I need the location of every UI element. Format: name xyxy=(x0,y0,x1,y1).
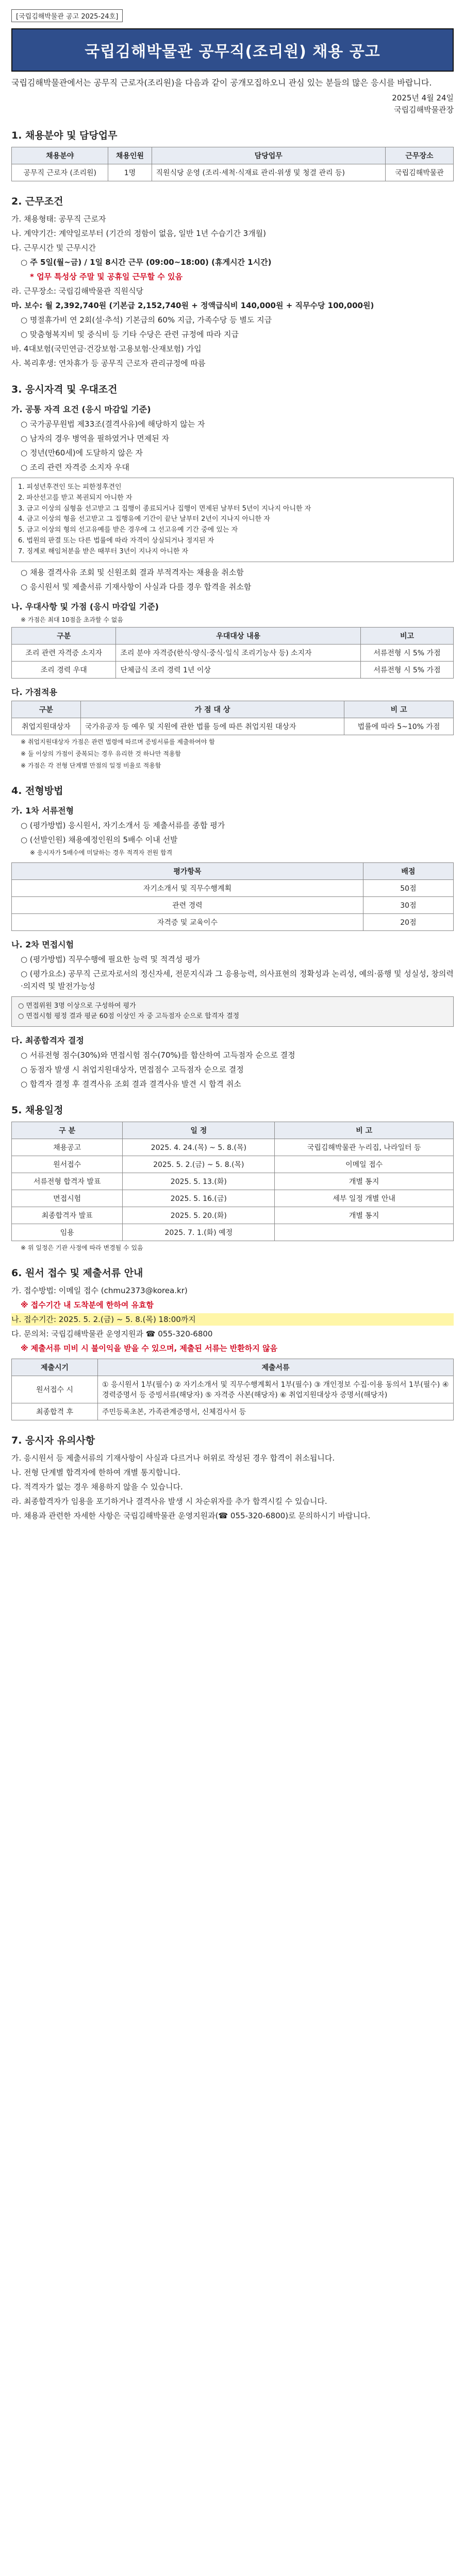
condition-item: ○ 주 5일(월~금) / 1일 8시간 근무 (09:00~18:00) (휴게시간 1시간) xyxy=(21,258,272,267)
caution-item: 가. 응시원서 등 제출서류의 기재사항이 사실과 다르거나 허위로 작성된 경우 합격이 취소됩니다. xyxy=(11,1453,335,1463)
table-cell: 2025. 5. 2.(금) ~ 5. 8.(목) xyxy=(123,1156,275,1173)
interview-box-item: ○ 면접위원 3명 이상으로 구성하여 평가 xyxy=(18,1002,136,1010)
section-1-title: 1. 채용분야 및 담당업무 xyxy=(11,130,118,141)
table-cell: 30점 xyxy=(363,896,453,913)
qualification-note: ○ 채용 결격사유 조회 및 신원조회 결과 부적격자는 채용을 취소함 xyxy=(21,567,244,577)
preference-note: ※ 가점은 최대 10점을 초과할 수 없음 xyxy=(21,616,123,623)
table-cell: 조리 경력 우대 xyxy=(12,661,116,678)
table-cell: 20점 xyxy=(363,913,453,930)
table-cell: 주민등록초본, 가족관계증명서, 신체검사서 등 xyxy=(98,1403,454,1420)
table-row xyxy=(12,1376,454,1403)
final-selection-title: 다. 최종합격자 결정 xyxy=(11,1036,84,1046)
table-row xyxy=(12,718,454,735)
publish-org: 국립김해박물관장 xyxy=(394,105,454,114)
table-header-cell: 채용분야 xyxy=(12,147,108,164)
disqualification-item: 2. 파산선고를 받고 복권되지 아니한 자 xyxy=(18,494,132,502)
interview-item: ○ (평가요소) 공무직 근로자로서의 정신자세, 전문지식과 그 응용능력, 의사표현의 정확성과 논리성, 예의·품행 및 성실성, 창의력·의지력 및 발전가능성 xyxy=(21,969,454,991)
disqualification-item: 5. 금고 이상의 형의 선고유예를 받은 경우에 그 선고유예 기간 중에 있는 자 xyxy=(18,526,238,534)
table-cell: 조리 분야 자격증(한식·양식·중식·일식 조리기능사 등) 소지자 xyxy=(116,644,361,661)
condition-item: 마. 보수: 월 2,392,740원 (기본급 2,152,740원 + 정액급식비 140,000원 + 직무수당 100,000원) xyxy=(11,301,374,310)
table-cell: 국가유공자 등 예우 및 지원에 관한 법률 등에 따른 취업지원 대상자 xyxy=(80,718,344,735)
interview-item: ○ (평가방법) 직무수행에 필요한 능력 및 적격성 평가 xyxy=(21,954,200,964)
table-cell: 2025. 5. 20.(화) xyxy=(123,1207,275,1224)
table-header-cell: 담당업무 xyxy=(152,147,385,164)
table-cell: 2025. 5. 16.(금) xyxy=(123,1190,275,1207)
table-row xyxy=(12,1207,454,1224)
bonus-subtitle: 다. 가점적용 xyxy=(11,687,57,697)
table-cell: 단체급식 조리 경력 1년 이상 xyxy=(116,661,361,678)
condition-item: 사. 복리후생: 연차휴가 등 공무직 근로자 관리규정에 따름 xyxy=(11,359,206,368)
schedule-note: ※ 위 일정은 기관 사정에 따라 변경될 수 있음 xyxy=(21,1244,143,1252)
table-cell: 개별 통지 xyxy=(275,1207,454,1224)
bonus-table xyxy=(11,701,454,735)
condition-item: 나. 계약기간: 계약일로부터 (기간의 정함이 없음, 일반 1년 수습기간 3개월) xyxy=(11,229,267,238)
qualification-note: ○ 응시원서 및 제출서류 기재사항이 사실과 다를 경우 합격을 취소함 xyxy=(21,582,252,591)
table-header-cell: 제출서류 xyxy=(98,1359,454,1376)
table-row xyxy=(12,1156,454,1173)
interview-box-item: ○ 면접시험 평정 결과 평균 60점 이상인 자 중 고득점자 순으로 합격자 결정 xyxy=(18,1012,240,1021)
bonus-note: ※ 둘 이상의 가점이 중복되는 경우 유리한 것 하나만 적용함 xyxy=(21,750,181,757)
section-6-title: 6. 원서 접수 및 제출서류 안내 xyxy=(11,1267,143,1279)
qualification-subtitle: 가. 공통 자격 요건 (응시 마감일 기준) xyxy=(11,404,151,414)
publish-date: 2025년 4월 24일 xyxy=(392,93,454,103)
bonus-note: ※ 가점은 각 전형 단계별 만점의 일정 비율로 적용함 xyxy=(21,762,161,770)
intro-text: 국립김해박물관에서는 공무직 근로자(조리원)을 다음과 같이 공개모집하오니 관심 있는 분들의 많은 응시를 바랍니다. xyxy=(11,78,432,88)
table-row xyxy=(12,644,454,661)
table-cell: 50점 xyxy=(363,879,453,896)
table-row xyxy=(12,879,454,896)
table-cell: 자기소개서 및 직무수행계획 xyxy=(12,879,363,896)
job-table-header xyxy=(12,147,454,164)
table-cell: 원서접수 시 xyxy=(12,1376,98,1403)
interview-box xyxy=(11,996,454,1027)
condition-item: ○ 명절휴가비 연 2회(설·추석) 기본급의 60% 지급, 가족수당 등 별도 지급 xyxy=(21,315,272,325)
qualification-item: ○ 정년(만60세)에 도달하지 않은 자 xyxy=(21,448,143,457)
disqualification-box xyxy=(11,478,454,562)
section-5-title: 5. 채용일정 xyxy=(11,1105,63,1116)
table-row xyxy=(12,1224,454,1241)
documents-table xyxy=(11,1359,454,1420)
table-cell: 서류전형 시 5% 가점 xyxy=(360,661,453,678)
table-cell: 관련 경력 xyxy=(12,896,363,913)
qualification-item: ○ 남자의 경우 병역을 필하였거나 면제된 자 xyxy=(21,434,170,443)
caution-item: 마. 채용과 관련한 자세한 사항은 국립김해박물관 운영지원과(☎ 055-320-6800)로 문의하시기 바랍니다. xyxy=(11,1511,371,1521)
table-cell: 면접시험 xyxy=(12,1190,123,1207)
table-row xyxy=(12,661,454,678)
screening-item: ○ (선발인원) 채용예정인원의 5배수 이내 선발 xyxy=(21,835,178,845)
disqualification-item: 4. 금고 이상의 형을 선고받고 그 집행유예 기간이 끝난 날부터 2년이 지나지 아니한 자 xyxy=(18,515,270,523)
condition-item: 다. 근무시간 및 근무시간 xyxy=(11,243,96,252)
table-header-cell: 비 고 xyxy=(344,701,454,718)
table-row xyxy=(12,1139,454,1156)
table-cell: 이메일 접수 xyxy=(275,1156,454,1173)
final-selection-item: ○ 동점자 발생 시 취업지원대상자, 면접점수 고득점자 순으로 결정 xyxy=(21,1065,244,1075)
notice-number: [국립김해박물관 공고 2025-24호] xyxy=(11,9,123,22)
disqualification-item: 3. 금고 이상의 실형을 선고받고 그 집행이 종료되거나 집행이 면제된 날부터 5년이 지나지 아니한 자 xyxy=(18,504,311,513)
qualification-item: ○ 국가공무원법 제33조(결격사유)에 해당하지 않는 자 xyxy=(21,419,205,429)
table-cell: 2025. 5. 13.(화) xyxy=(123,1173,275,1190)
application-warning: ※ 제출서류 미비 시 불이익을 받을 수 있으며, 제출된 서류는 반환하지 않음 xyxy=(21,1344,277,1353)
preference-subtitle: 나. 우대사항 및 가점 (응시 마감일 기준) xyxy=(11,601,159,612)
publish-info xyxy=(11,92,454,115)
table-header-cell: 제출시기 xyxy=(12,1359,98,1376)
table-cell: 최종합격자 발표 xyxy=(12,1207,123,1224)
table-cell: 공무직 근로자 (조리원) xyxy=(12,164,108,181)
table-header-cell: 비고 xyxy=(360,627,453,644)
table-cell: 서류전형 합격자 발표 xyxy=(12,1173,123,1190)
screening-item: ○ (평가방법) 응시원서, 자기소개서 등 제출서류를 종합 평가 xyxy=(21,821,225,831)
table-cell: 채용공고 xyxy=(12,1139,123,1156)
condition-item: 라. 근무장소: 국립김해박물관 직원식당 xyxy=(11,286,143,296)
disqualification-item: 6. 법원의 판결 또는 다른 법률에 따라 자격이 상실되거나 정지된 자 xyxy=(18,536,214,545)
caution-item: 나. 전형 단계별 합격자에 한하여 개별 통지합니다. xyxy=(11,1468,180,1478)
section-4-title: 4. 전형방법 xyxy=(11,785,63,797)
documents-table-header xyxy=(12,1359,454,1376)
application-period: 나. 접수기간: 2025. 5. 2.(금) ~ 5. 8.(목) 18:00까지 xyxy=(11,1313,454,1326)
interview-title: 나. 2차 면접시험 xyxy=(11,939,74,950)
application-item: 가. 접수방법: 이메일 접수 (chmu2373@korea.kr) xyxy=(11,1286,188,1296)
page-title: 국립김해박물관 공무직(조리원) 채용 공고 xyxy=(11,28,454,72)
table-cell: 취업지원대상자 xyxy=(12,718,81,735)
final-selection-item: ○ 합격자 결정 후 결격사유 조회 결과 결격사유 발견 시 합격 취소 xyxy=(21,1079,241,1089)
bonus-table-header xyxy=(12,701,454,718)
table-header-cell: 구 분 xyxy=(12,1122,123,1139)
table-cell: 세부 일정 개별 안내 xyxy=(275,1190,454,1207)
table-cell: 자격증 및 교육이수 xyxy=(12,913,363,930)
qualification-item: ○ 조리 관련 자격증 소지자 우대 xyxy=(21,463,129,472)
table-row xyxy=(12,1190,454,1207)
table-cell: 국립김해박물관 누리집, 나라일터 등 xyxy=(275,1139,454,1156)
caution-item: 다. 적격자가 없는 경우 채용하지 않을 수 있습니다. xyxy=(11,1482,183,1492)
table-row xyxy=(12,1173,454,1190)
table-row xyxy=(12,1403,454,1420)
table-cell: 임용 xyxy=(12,1224,123,1241)
table-cell: 국립김해박물관 xyxy=(385,164,453,181)
table-cell: 법률에 따라 5~10% 가점 xyxy=(344,718,454,735)
screening-score-table xyxy=(11,862,454,931)
table-cell: 직원식당 운영 (조리·세척·식재료 관리·위생 및 청결 관리 등) xyxy=(152,164,385,181)
section-7-title: 7. 응시자 유의사항 xyxy=(11,1435,95,1447)
table-row xyxy=(12,164,454,181)
disqualification-item: 7. 징계로 해임처분을 받은 때부터 3년이 지나지 아니한 자 xyxy=(18,547,189,555)
table-cell: 2025. 4. 24.(목) ~ 5. 8.(목) xyxy=(123,1139,275,1156)
final-selection-item: ○ 서류전형 점수(30%)와 면접시험 점수(70%)를 합산하여 고득점자 순으로 결정 xyxy=(21,1050,295,1060)
screening-table-header xyxy=(12,862,454,879)
table-cell: 최종합격 후 xyxy=(12,1403,98,1420)
disqualification-item: 1. 피성년후견인 또는 피한정후견인 xyxy=(18,483,122,491)
condition-item: 바. 4대보험(국민연금·건강보험·고용보험·산재보험) 가입 xyxy=(11,344,202,353)
document-screening-title: 가. 1차 서류전형 xyxy=(11,806,74,816)
contact-info: 다. 문의처: 국립김해박물관 운영지원과 ☎ 055-320-6800 xyxy=(11,1329,213,1339)
condition-item: 가. 채용형태: 공무직 근로자 xyxy=(11,214,106,224)
job-table xyxy=(11,147,454,181)
table-header-cell: 근무장소 xyxy=(385,147,453,164)
table-header-cell: 구분 xyxy=(12,701,81,718)
screening-note: ※ 응시자가 5배수에 미달하는 경우 적격자 전원 합격 xyxy=(30,849,173,857)
table-cell: 원서접수 xyxy=(12,1156,123,1173)
application-note: ※ 접수기간 내 도착분에 한하여 유효함 xyxy=(21,1300,154,1310)
table-header-cell: 배점 xyxy=(363,862,453,879)
preference-table-header xyxy=(12,627,454,644)
condition-note: * 업무 특성상 주말 및 공휴일 근무할 수 있음 xyxy=(30,272,183,281)
bonus-note: ※ 취업지원대상자 가점은 관련 법령에 따르며 증빙서류를 제출하여야 함 xyxy=(21,738,215,745)
table-cell: 개별 통지 xyxy=(275,1173,454,1190)
caution-item: 라. 최종합격자가 임용을 포기하거나 결격사유 발생 시 차순위자를 추가 합격시킬 수 있습니다. xyxy=(11,1497,327,1506)
table-header-cell: 가 점 대 상 xyxy=(80,701,344,718)
section-3-title: 3. 응시자격 및 우대조건 xyxy=(11,384,118,395)
table-row xyxy=(12,913,454,930)
table-cell xyxy=(275,1224,454,1241)
schedule-table xyxy=(11,1122,454,1241)
table-header-cell: 우대대상 내용 xyxy=(116,627,361,644)
table-cell: 2025. 7. 1.(화) 예정 xyxy=(123,1224,275,1241)
condition-item: ○ 맞춤형복지비 및 중식비 등 기타 수당은 관련 규정에 따라 지급 xyxy=(21,330,239,339)
section-2-title: 2. 근무조건 xyxy=(11,196,63,207)
table-cell: 1명 xyxy=(108,164,152,181)
table-cell: ① 응시원서 1부(필수) ② 자기소개서 및 직무수행계획서 1부(필수) ③ 개인정보 수집·이용 동의서 1부(필수) ④ 경력증명서 등 증빙서류(해당자) ⑤ 자격증 사본(해당자) ⑥ 취업지원대상자 증명서(해당자) xyxy=(98,1376,454,1403)
preference-table xyxy=(11,627,454,679)
table-cell: 조리 관련 자격증 소지자 xyxy=(12,644,116,661)
table-header-cell: 채용인원 xyxy=(108,147,152,164)
table-header-cell: 구분 xyxy=(12,627,116,644)
table-header-cell: 평가항목 xyxy=(12,862,363,879)
table-header-cell: 비 고 xyxy=(275,1122,454,1139)
schedule-table-header xyxy=(12,1122,454,1139)
table-header-cell: 일 정 xyxy=(123,1122,275,1139)
table-cell: 서류전형 시 5% 가점 xyxy=(360,644,453,661)
table-row xyxy=(12,896,454,913)
